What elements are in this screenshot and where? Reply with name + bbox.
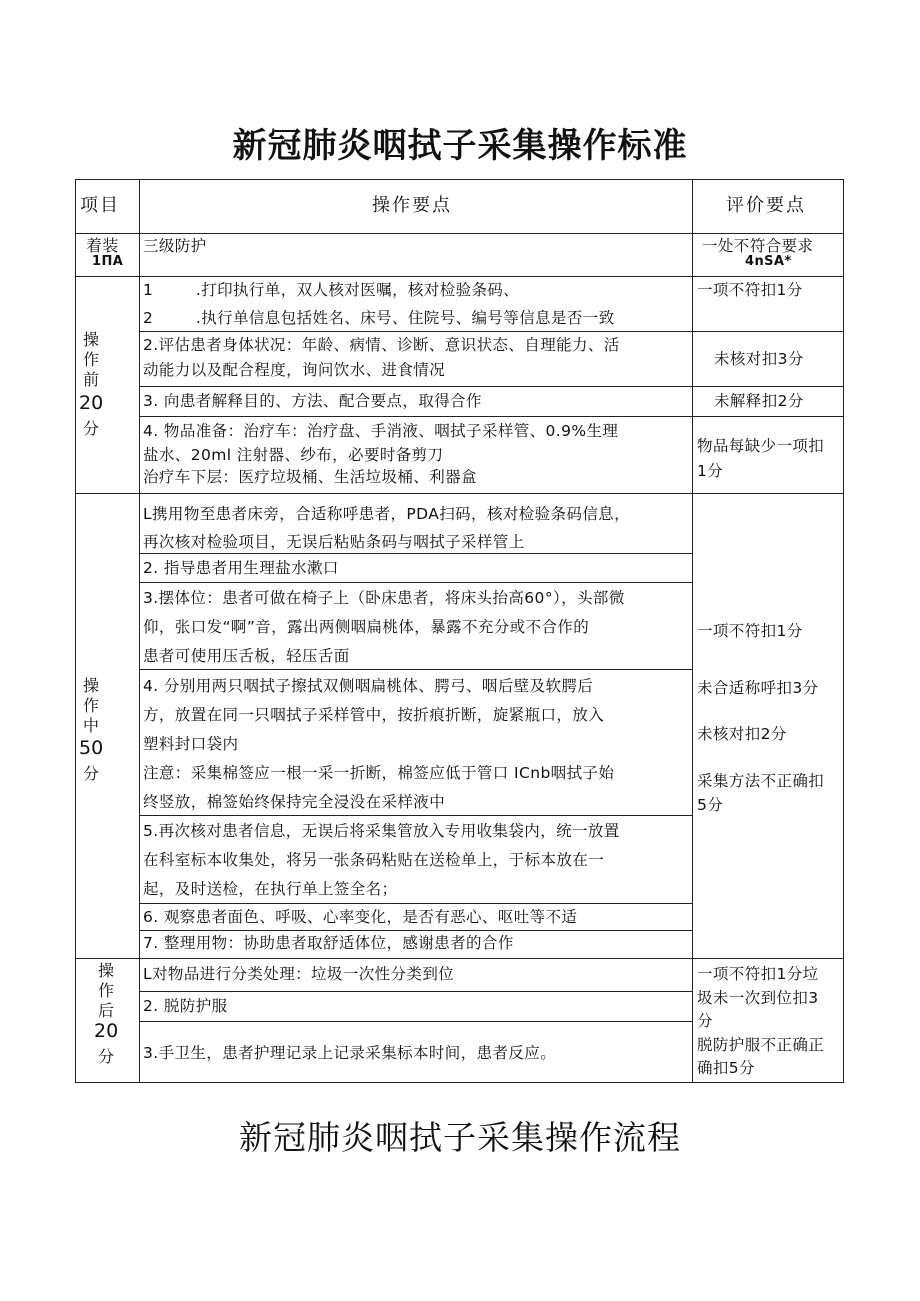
during-step5-line2: 在科室标本收集处，将另一张条码粘贴在送检单上，于标本放在一 [143,851,605,869]
row-divider [139,991,692,992]
after-step2-line1: 2. 脱防护服 [143,997,228,1015]
table-border-bottom [75,1082,843,1083]
before-step2-line1: 2.评估患者身体状况：年龄、病情、诊断、意识状态、自理能力、活 [143,336,620,354]
during-step4-line4: 注意：采集棉签应一根一采一折断，棉签应低于管口 ICnb咽拭子始 [143,764,615,782]
dress-label: 着装 [86,236,119,255]
during-step4-line5: 终竖放，棉签始终保持完全浸没在采样液中 [143,793,446,811]
header-eval: 评价要点 [726,195,806,216]
during-step1-line2: 再次核对检验项目，无误后粘贴条码与咽拭子采样管上 [143,533,525,551]
during-bottom-line [75,958,843,959]
dress-eval-line2: 4nSA* [745,254,792,269]
row-divider [139,669,692,670]
row-divider [139,416,843,417]
column-divider [692,179,693,1083]
column-divider [139,179,140,1083]
before-score-unit: 分 [82,419,99,438]
dress-eval-line1: 一处不符合要求 [702,237,814,255]
during-step7-line1: 7. 整理用物：协助患者取舒适体位，感谢患者的合作 [143,934,514,952]
table-border-left [75,179,76,1083]
after-eval-line3: 分 [697,1012,713,1030]
dress-point: 三级防护 [143,237,207,255]
before-step1-eval: 一项不符扣1分 [697,281,803,299]
after-eval-line4: 脱防护服不正确正 [697,1036,825,1054]
during-step5-line3: 起，及时送检，在执行单上签全名； [143,880,398,898]
row-divider [139,386,843,387]
during-step3-line2: 仰，张口发“啊”音，露出两侧咽扁桃体，暴露不充分或不合作的 [143,618,590,636]
before-step4-eval-line2: 1分 [697,462,724,480]
row-divider [139,815,692,816]
during-step3-line3: 患者可使用压舌板，轻压舌面 [143,647,350,665]
header-item: 项目 [80,195,120,216]
page-title: 新冠肺炎咽拭子采集操作标准 [232,126,688,166]
row-divider [139,582,692,583]
during-step4-line1: 4. 分别用两只咽拭子擦拭双侧咽扁桃体、腭弓、咽后壁及软腭后 [143,677,594,695]
before-step4-line1: 4. 物品准备：治疗车：治疗盘、手消液、咽拭子采样管、0.9%生理 [143,422,619,440]
before-bottom-line [75,493,843,494]
after-step1-line1: L对物品进行分类处理：垃圾一次性分类到位 [143,965,455,983]
before-step4-eval-line1: 物品每缺少一项扣 [697,437,825,455]
before-step2-eval: 未核对扣3分 [714,350,804,368]
before-step2-line2: 动能力以及配合程度，询问饮水、进食情况 [143,361,446,379]
after-step3-line1: 3.手卫生，患者护理记录上记录采集标本时间，患者反应。 [143,1044,557,1062]
before-step3-eval: 未解释扣2分 [714,392,804,410]
during-step4-line3: 塑料封口袋内 [143,735,239,753]
during-label: 操 作 中 [82,676,99,735]
row-divider [139,1021,692,1022]
during-eval3: 未核对扣2分 [697,725,787,743]
before-step4-line3: 治疗车下层：医疗垃圾桶、生活垃圾桶、利器盒 [143,468,477,486]
during-step1-line1: L携用物至患者床旁，合适称呼患者，PDA扫码，核对检验条码信息， [143,505,631,523]
during-eval2: 未合适称呼扣3分 [697,679,819,697]
before-score: 20 [79,392,104,414]
during-step2-line1: 2. 指导患者用生理盐水漱口 [143,559,339,577]
before-label: 操 作 前 [82,330,99,389]
during-step5-line1: 5.再次核对患者信息，无误后将采集管放入专用收集袋内，统一放置 [143,822,620,840]
after-eval-line5: 确扣5分 [697,1059,755,1077]
after-eval-line1: 一项不符扣1分垃 [697,965,819,983]
during-score: 50 [79,737,104,759]
page-subtitle: 新冠肺炎咽拭子采集操作流程 [239,1118,681,1157]
during-score-unit: 分 [82,764,99,783]
after-label: 操 作 后 [97,961,114,1020]
during-step3-line1: 3.摆体位：患者可做在椅子上（卧床患者，将床头抬高60°），头部微 [143,589,625,607]
during-step4-line2: 方，放置在同一只咽拭子采样管中，按折痕折断，旋紧瓶口，放入 [143,706,605,724]
after-score-unit: 分 [97,1047,114,1066]
before-step3-line1: 3. 向患者解释目的、方法、配合要点，取得合作 [143,392,482,410]
before-step1-line1: 1 .打印执行单，双人核对医嘱，核对检验条码、 [143,281,520,299]
header-points: 操作要点 [372,195,452,216]
table-border-right [843,179,844,1083]
before-step4-line2: 盐水、20ml 注射器、纱布，必要时备剪刀 [143,446,444,464]
after-eval-line2: 圾未一次到位扣3 [697,989,819,1007]
during-eval1: 一项不符扣1分 [697,622,803,640]
after-score: 20 [94,1020,119,1042]
table-border-top [75,179,843,180]
before-step1-line2: 2 .执行单信息包括姓名、床号、住院号、编号等信息是否一致 [143,309,615,327]
during-eval4-line1: 采集方法不正确扣 [697,772,825,790]
dress-score: 1ΠA [92,254,124,269]
during-step6-line1: 6. 观察患者面色、呼吸、心率变化，是否有恶心、呕吐等不适 [143,908,578,926]
during-eval4-line2: 5分 [697,796,724,814]
